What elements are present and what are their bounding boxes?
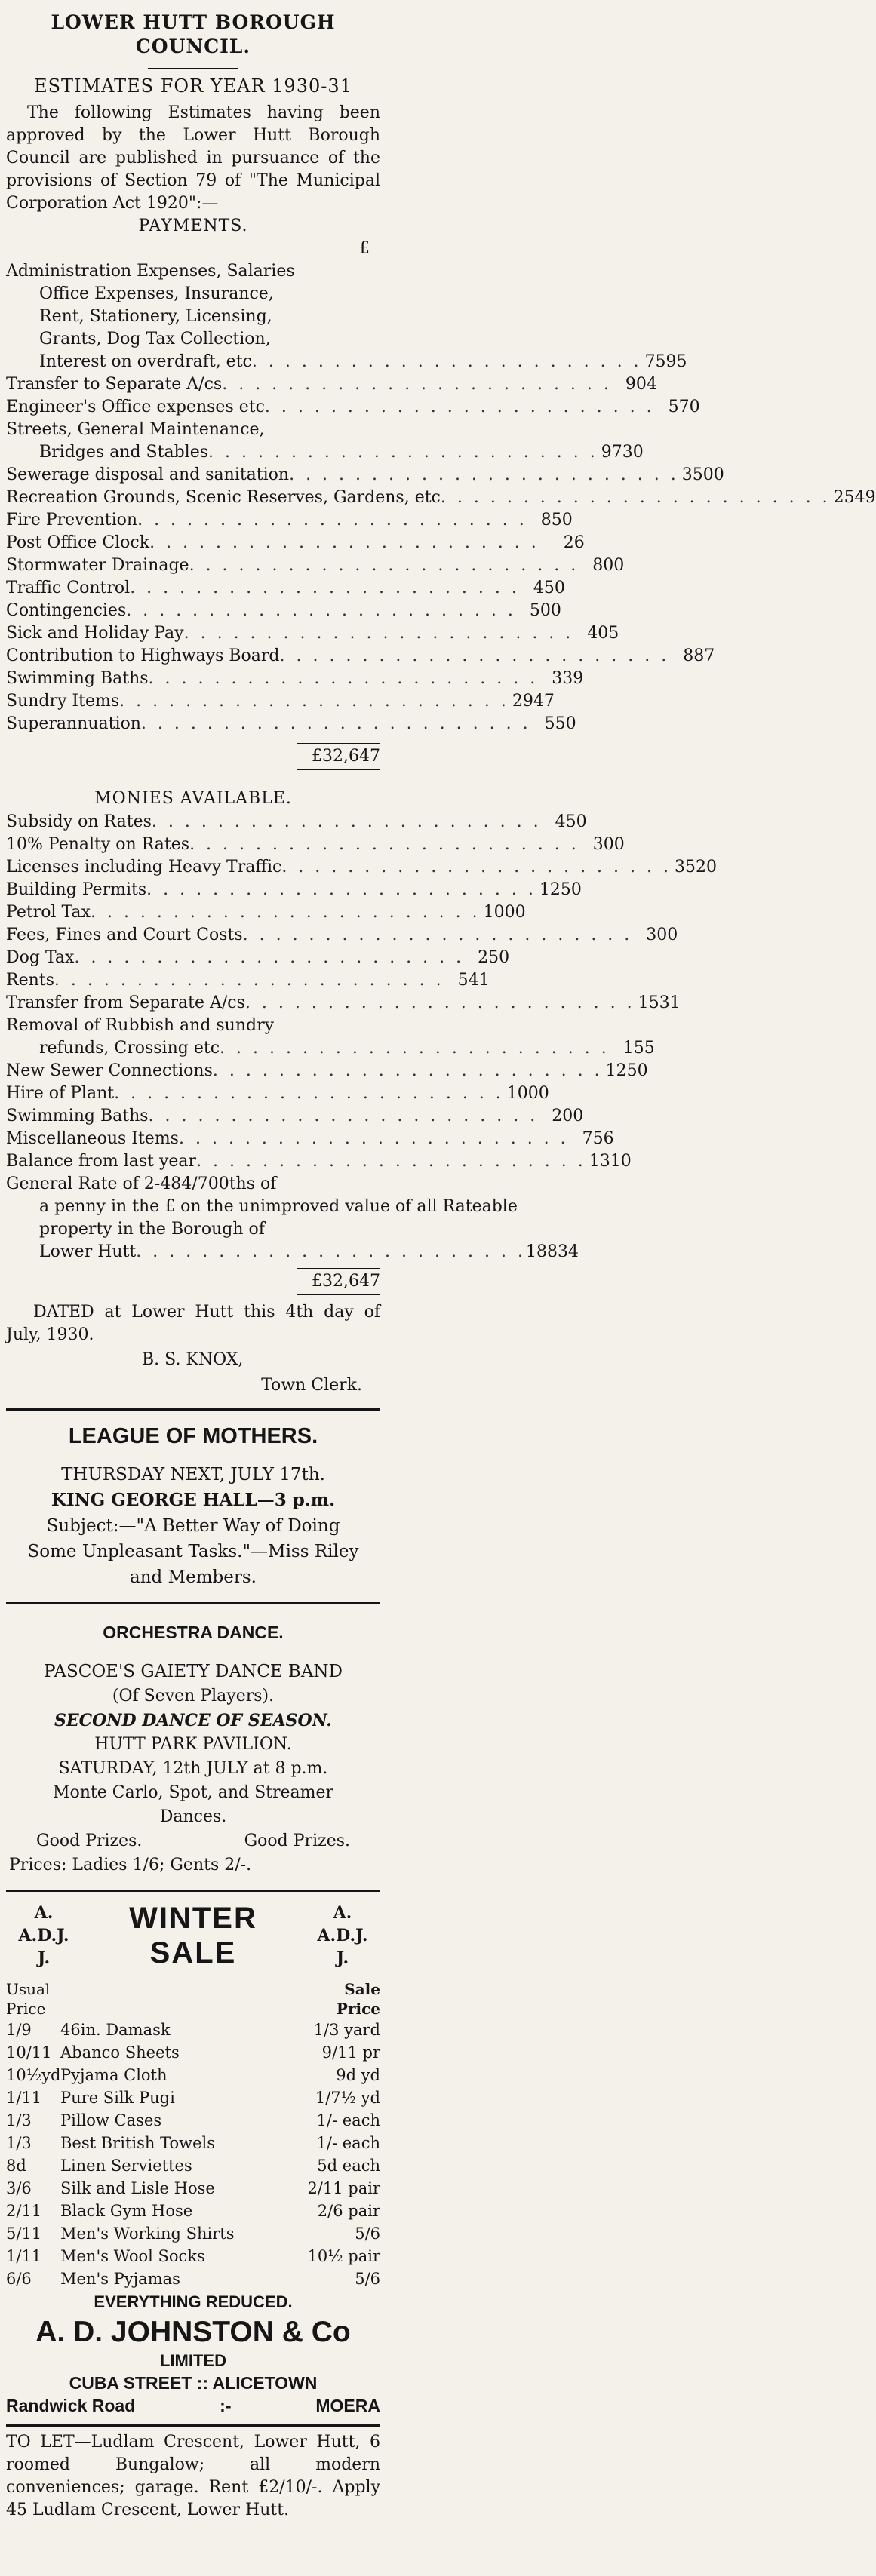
- payments-label: Sewerage disposal and sanitation: [6, 465, 290, 484]
- company-name: A. D. JOHNSTON & Co: [35, 2316, 351, 2348]
- monies-label: Petrol Tax: [6, 903, 91, 922]
- monies-entry: [6, 1150, 632, 1173]
- sale-row: [6, 2019, 380, 2041]
- payments-amount: 7595: [644, 352, 687, 371]
- sale-row: [6, 2222, 380, 2245]
- payments-label: Fire Prevention: [6, 511, 138, 530]
- monies-label: Licenses including Heavy Traffic: [6, 858, 282, 877]
- address-sep: :-: [220, 2396, 232, 2415]
- monies-total: £32,647: [312, 1272, 380, 1291]
- monies-label: Building Permits: [6, 880, 147, 899]
- intro-paragraph: The following Estimates having been approved by the Lower Hutt Borough Council are published in pursuance of the provisions of Section 79 of "The Municipal Corporation Act 1920":—: [6, 103, 380, 213]
- extras: Monte Carlo, Spot, and Streamer: [52, 1783, 334, 1802]
- band-name: PASCOE'S GAIETY DANCE BAND: [43, 1662, 343, 1681]
- monies-amount: 756: [582, 1129, 614, 1148]
- usual-price: 1/3: [6, 2111, 32, 2129]
- logo-left: A. A.D.J. J.: [18, 1903, 69, 1968]
- item-name: Best British Towels: [60, 2134, 215, 2152]
- leader-dots: . . . . . . . . . . . . . . . . . . . . . . . .: [148, 1107, 539, 1125]
- signatory-title: Town Clerk.: [261, 1376, 362, 1395]
- monies-label: Lower Hutt: [39, 1242, 137, 1261]
- usual-price: 1/11: [6, 2247, 42, 2265]
- leader-dots: . . . . . . . . . . . . . . . . . . . . . . . .: [244, 993, 635, 1012]
- leader-dots: . . . . . . . . . . . . . . . . . . . . . . . .: [74, 948, 465, 967]
- to-let-ad: [6, 2427, 380, 2522]
- leader-dots: . . . . . . . . . . . . . . . . . . . . . . . .: [126, 601, 516, 620]
- payments-entry: [6, 509, 573, 532]
- monies-amount: 300: [592, 835, 625, 854]
- sale-row: [6, 2200, 380, 2222]
- orchestra-heading: ORCHESTRA DANCE.: [103, 1623, 284, 1642]
- monies-amount: 1000: [483, 903, 526, 922]
- payments-amount: 2947: [512, 692, 555, 711]
- payments-label: Rent, Stationery, Licensing,: [39, 307, 272, 326]
- usual-price: 10/11: [6, 2043, 52, 2062]
- payments-amount: 9730: [601, 443, 644, 462]
- sale-price: 1/- each: [316, 2134, 380, 2152]
- payments-label: Stormwater Drainage: [6, 556, 189, 575]
- sale-price: 5/6: [355, 2270, 380, 2288]
- item-name: Abanco Sheets: [60, 2043, 180, 2062]
- payments-label: Recreation Grounds, Scenic Reserves, Gardens, etc: [6, 488, 441, 507]
- sale-price: 10½ pair: [307, 2247, 380, 2265]
- company-limited: LIMITED: [160, 2351, 226, 2370]
- leader-dots: . . . . . . . . . . . . . . . . . . . . . . . .: [137, 511, 527, 530]
- signatory: B. S. KNOX,: [142, 1350, 244, 1369]
- payments-label: Transfer to Separate A/cs: [6, 375, 223, 394]
- monies-entry: [6, 1082, 549, 1105]
- monies-entry: [6, 1128, 614, 1150]
- monies-label: Removal of Rubbish and sundry: [6, 1016, 275, 1035]
- payments-label: Bridges and Stables: [39, 443, 209, 462]
- payments-total: £32,647: [312, 747, 380, 766]
- monies-entry: [6, 924, 678, 947]
- monies-label: Transfer from Separate A/cs: [6, 993, 245, 1012]
- item-name: Men's Working Shirts: [60, 2224, 235, 2243]
- leader-dots: . . . . . . . . . . . . . . . . . . . . . . . .: [178, 1129, 569, 1148]
- monies-list: [6, 811, 717, 1263]
- item-name: Linen Serviettes: [60, 2157, 192, 2175]
- payments-label: Sundry Items: [6, 692, 120, 711]
- usual-price: 2/11: [6, 2202, 42, 2220]
- monies-entry: [6, 834, 625, 856]
- monies-amount: 300: [646, 926, 678, 944]
- borough-notice: [6, 0, 876, 1398]
- payments-label: Office Expenses, Insurance,: [39, 284, 274, 303]
- address-line1: CUBA STREET :: ALICETOWN: [69, 2373, 318, 2393]
- monies-amount: 1000: [506, 1084, 549, 1103]
- usual-price: 1/9: [6, 2021, 32, 2039]
- payments-amount: 450: [533, 579, 565, 597]
- leader-dots: . . . . . . . . . . . . . . . . . . . . . . . .: [130, 579, 520, 597]
- prizes-left: Good Prizes.: [36, 1831, 143, 1850]
- monies-amount: 1531: [638, 993, 681, 1012]
- payments-label: Streets, General Maintenance,: [6, 420, 265, 439]
- payments-label: Interest on overdraft, etc: [39, 352, 252, 371]
- league-notice: [6, 1411, 380, 1590]
- leader-dots: . . . . . . . . . . . . . . . . . . . . . . . .: [90, 903, 481, 922]
- monies-amount: 450: [555, 812, 587, 831]
- sale-row: [6, 2086, 380, 2109]
- leader-dots: . . . . . . . . . . . . . . . . . . . . . . . .: [222, 375, 612, 394]
- monies-entry: [6, 992, 681, 1015]
- monies-label: Subsidy on Rates: [6, 812, 152, 831]
- monies-amount: 3520: [675, 858, 717, 877]
- leader-dots: . . . . . . . . . . . . . . . . . . . . . . . .: [242, 926, 633, 944]
- leader-dots: . . . . . . . . . . . . . . . . . . . . . . . .: [196, 1152, 586, 1171]
- sale-row: [6, 2245, 380, 2267]
- monies-entry: [6, 969, 490, 992]
- payments-label: Administration Expenses, Salaries: [6, 262, 295, 281]
- leader-dots: . . . . . . . . . . . . . . . . . . . . . . . .: [114, 1084, 504, 1103]
- payments-label: Sick and Holiday Pay: [6, 624, 184, 643]
- monies-entry: [6, 901, 526, 924]
- notice-heading: LOWER HUTT BOROUGH COUNCIL.: [51, 11, 336, 57]
- league-venue: KING GEORGE HALL—3 p.m.: [51, 1490, 336, 1510]
- payments-entry: [6, 396, 700, 419]
- leader-dots: . . . . . . . . . . . . . . . . . . . . . . . .: [264, 398, 655, 416]
- monies-label: Swimming Baths: [6, 1107, 149, 1125]
- payments-amount: 887: [683, 646, 715, 665]
- winter-sale-ad: [6, 1892, 380, 2417]
- to-let-text: TO LET—Ludlam Crescent, Lower Hutt, 6 roomed Bungalow; all modern conveniences; garage. Rent £2/10/-. Apply 45 Ludlam Crescent, Lower Hutt.: [6, 2433, 380, 2519]
- currency-symbol: £: [359, 239, 370, 258]
- usual-header: Usual Price: [6, 1980, 51, 2018]
- monies-amount: 250: [478, 948, 510, 967]
- payments-amount: 26: [563, 533, 585, 552]
- monies-entry: [6, 1060, 648, 1082]
- payments-amount: 2549: [833, 488, 876, 507]
- item-name: Men's Wool Socks: [60, 2247, 205, 2265]
- sale-row: [6, 2177, 380, 2200]
- sale-price: 2/6 pair: [317, 2202, 380, 2220]
- leader-dots: . . . . . . . . . . . . . . . . . . . . . . . .: [136, 1242, 526, 1261]
- monies-entry: [6, 811, 587, 834]
- when: SATURDAY, 12th JULY at 8 p.m.: [58, 1759, 328, 1778]
- leader-dots: . . . . . . . . . . . . . . . . . . . . . . . .: [140, 714, 531, 733]
- monies-entry: [6, 856, 717, 879]
- usual-price: 8d: [6, 2157, 26, 2175]
- league-members: and Members.: [130, 1567, 257, 1587]
- sale-price: 1/- each: [316, 2111, 380, 2129]
- payments-entry: [6, 419, 644, 464]
- dated-line: DATED at Lower Hutt this 4th day of July, 1930.: [6, 1303, 380, 1344]
- leader-dots: . . . . . . . . . . . . . . . . . . . . . . . .: [149, 533, 539, 552]
- address-road: Randwick Road: [6, 2396, 136, 2415]
- item-name: Pillow Cases: [60, 2111, 162, 2129]
- monies-amount: 155: [622, 1039, 655, 1058]
- monies-label: Hire of Plant: [6, 1084, 115, 1103]
- league-subject-cont: Some Unpleasant Tasks."—Miss Riley: [27, 1542, 359, 1561]
- item-name: Men's Pyjamas: [60, 2270, 180, 2288]
- payments-entry: [6, 645, 715, 668]
- leader-dots: . . . . . . . . . . . . . . . . . . . . . . . .: [440, 488, 831, 507]
- address-moera: MOERA: [315, 2396, 380, 2415]
- usual-price: 10½yd: [6, 2066, 61, 2084]
- payments-entry: [6, 554, 625, 577]
- venue: HUTT PARK PAVILION.: [94, 1735, 292, 1754]
- monies-amount: 1310: [589, 1152, 632, 1171]
- league-heading: LEAGUE OF MOTHERS.: [68, 1424, 318, 1448]
- payments-entry: [6, 622, 619, 645]
- payments-list: [6, 260, 876, 735]
- monies-label: Fees, Fines and Court Costs: [6, 926, 243, 944]
- sale-price: 5/6: [355, 2224, 380, 2243]
- payments-entry: [6, 668, 584, 690]
- payments-amount: 500: [529, 601, 561, 620]
- monies-amount: 541: [457, 971, 490, 990]
- monies-entry: [6, 947, 510, 969]
- sale-price: 9d yd: [336, 2066, 380, 2084]
- leader-dots: . . . . . . . . . . . . . . . . . . . . . . . .: [281, 858, 672, 877]
- league-date: THURSDAY NEXT, JULY 17th.: [61, 1465, 325, 1485]
- item-name: 46in. Damask: [60, 2021, 171, 2039]
- sale-row: [6, 2154, 380, 2177]
- monies-label: a penny in the £ on the unimproved value of all Rateable: [39, 1197, 518, 1216]
- usual-price: 5/11: [6, 2224, 42, 2243]
- payments-label: Engineer's Office expenses etc: [6, 398, 265, 416]
- payments-entry: [6, 690, 555, 713]
- monies-entry: [6, 879, 582, 901]
- leader-dots: . . . . . . . . . . . . . . . . . . . . . . . .: [148, 669, 539, 688]
- payments-amount: 800: [592, 556, 625, 575]
- payments-label: Grants, Dog Tax Collection,: [39, 330, 271, 348]
- payments-label: Swimming Baths: [6, 669, 149, 688]
- payments-label: Post Office Clock: [6, 533, 150, 552]
- leader-dots: . . . . . . . . . . . . . . . . . . . . . . . .: [279, 646, 670, 665]
- sale-row: [6, 2041, 380, 2064]
- monies-entry: [6, 1015, 655, 1060]
- leader-dots: . . . . . . . . . . . . . . . . . . . . . . . .: [289, 465, 679, 484]
- usual-price: 1/11: [6, 2089, 42, 2107]
- sale-title: WINTER SALE: [129, 1902, 257, 1970]
- monies-label: Rents: [6, 971, 54, 990]
- payments-amount: 339: [552, 669, 584, 688]
- payments-entry: [6, 487, 876, 509]
- payments-amount: 570: [668, 398, 700, 416]
- leader-dots: . . . . . . . . . . . . . . . . . . . . . . . .: [208, 443, 598, 462]
- extras-cont: Dances.: [159, 1807, 227, 1826]
- usual-price: 6/6: [6, 2270, 32, 2288]
- sale-header: Sale Price: [336, 1980, 380, 2018]
- payments-entry: [6, 373, 657, 396]
- prizes-right: Good Prizes.: [244, 1831, 350, 1850]
- sale-price: 2/11 pair: [307, 2179, 380, 2197]
- monies-label: property in the Borough of: [39, 1220, 265, 1239]
- payments-amount: 405: [587, 624, 619, 643]
- payments-entry: [6, 464, 724, 487]
- monies-label: New Sewer Connections: [6, 1061, 213, 1080]
- payments-entry: [6, 577, 565, 600]
- estimates-subheading: ESTIMATES FOR YEAR 1930-31: [34, 75, 352, 97]
- usual-price: 1/3: [6, 2134, 32, 2152]
- leader-dots: . . . . . . . . . . . . . . . . . . . . . . . .: [212, 1061, 603, 1080]
- monies-label: refunds, Crossing etc: [39, 1039, 220, 1058]
- leader-dots: . . . . . . . . . . . . . . . . . . . . . . . .: [189, 835, 579, 854]
- logo-right: A. A.D.J. J.: [317, 1903, 368, 1968]
- payments-entry: [6, 260, 687, 373]
- payments-label: Traffic Control: [6, 579, 131, 597]
- monies-amount: 18834: [525, 1242, 579, 1261]
- payments-heading: PAYMENTS.: [138, 216, 248, 235]
- sale-row: [6, 2064, 380, 2086]
- monies-amount: 1250: [539, 880, 582, 899]
- monies-amount: 200: [552, 1107, 584, 1125]
- leader-dots: . . . . . . . . . . . . . . . . . . . . . . . .: [183, 624, 574, 643]
- sale-price: 5d each: [317, 2157, 380, 2175]
- sale-items: [6, 2019, 380, 2290]
- payments-amount: 550: [544, 714, 576, 733]
- leader-dots: . . . . . . . . . . . . . . . . . . . . . . . .: [251, 352, 642, 371]
- leader-dots: . . . . . . . . . . . . . . . . . . . . . . . .: [54, 971, 444, 990]
- payments-amount: 3500: [681, 465, 724, 484]
- leader-dots: . . . . . . . . . . . . . . . . . . . . . . . .: [151, 812, 542, 831]
- item-name: Pure Silk Pugi: [60, 2089, 175, 2107]
- second-dance: SECOND DANCE OF SEASON.: [54, 1711, 332, 1730]
- item-name: Black Gym Hose: [60, 2202, 193, 2220]
- monies-entry: [6, 1105, 584, 1128]
- sale-price: 1/7½ yd: [315, 2089, 380, 2107]
- payments-entry: [6, 532, 585, 554]
- league-subject: Subject:—"A Better Way of Doing: [46, 1516, 340, 1536]
- leader-dots: . . . . . . . . . . . . . . . . . . . . . . . .: [119, 692, 509, 711]
- everything-reduced: EVERYTHING REDUCED.: [94, 2292, 293, 2311]
- sale-row: [6, 2132, 380, 2154]
- payments-amount: 850: [540, 511, 573, 530]
- monies-label: General Rate of 2-484/700ths of: [6, 1174, 277, 1193]
- item-name: Silk and Lisle Hose: [60, 2179, 215, 2197]
- prices: Prices: Ladies 1/6; Gents 2/-.: [9, 1856, 252, 1874]
- sale-price: 9/11 pr: [321, 2043, 380, 2062]
- monies-amount: 1250: [605, 1061, 648, 1080]
- leader-dots: . . . . . . . . . . . . . . . . . . . . . . . .: [220, 1039, 610, 1058]
- payments-entry: [6, 713, 576, 735]
- monies-label: Miscellaneous Items: [6, 1129, 179, 1148]
- orchestra-notice: [6, 1604, 380, 1878]
- item-name: Pyjama Cloth: [60, 2066, 168, 2084]
- payments-amount: 904: [625, 375, 657, 394]
- usual-price: 3/6: [6, 2179, 32, 2197]
- leader-dots: . . . . . . . . . . . . . . . . . . . . . . . .: [146, 880, 536, 899]
- sale-row: [6, 2109, 380, 2132]
- monies-label: 10% Penalty on Rates: [6, 835, 190, 854]
- payments-label: Contingencies: [6, 601, 127, 620]
- payments-entry: [6, 600, 561, 622]
- newspaper-column: [6, 0, 876, 2522]
- sale-row: [6, 2267, 380, 2290]
- sale-price: 1/3 yard: [313, 2021, 380, 2039]
- monies-entry: [6, 1173, 579, 1263]
- band-note: (Of Seven Players).: [112, 1687, 275, 1706]
- payments-label: Superannuation: [6, 714, 141, 733]
- payments-label: Contribution to Highways Board: [6, 646, 280, 665]
- leader-dots: . . . . . . . . . . . . . . . . . . . . . . . .: [189, 556, 579, 575]
- monies-label: Balance from last year: [6, 1152, 197, 1171]
- monies-label: Dog Tax: [6, 948, 75, 967]
- monies-heading: MONIES AVAILABLE.: [94, 789, 292, 808]
